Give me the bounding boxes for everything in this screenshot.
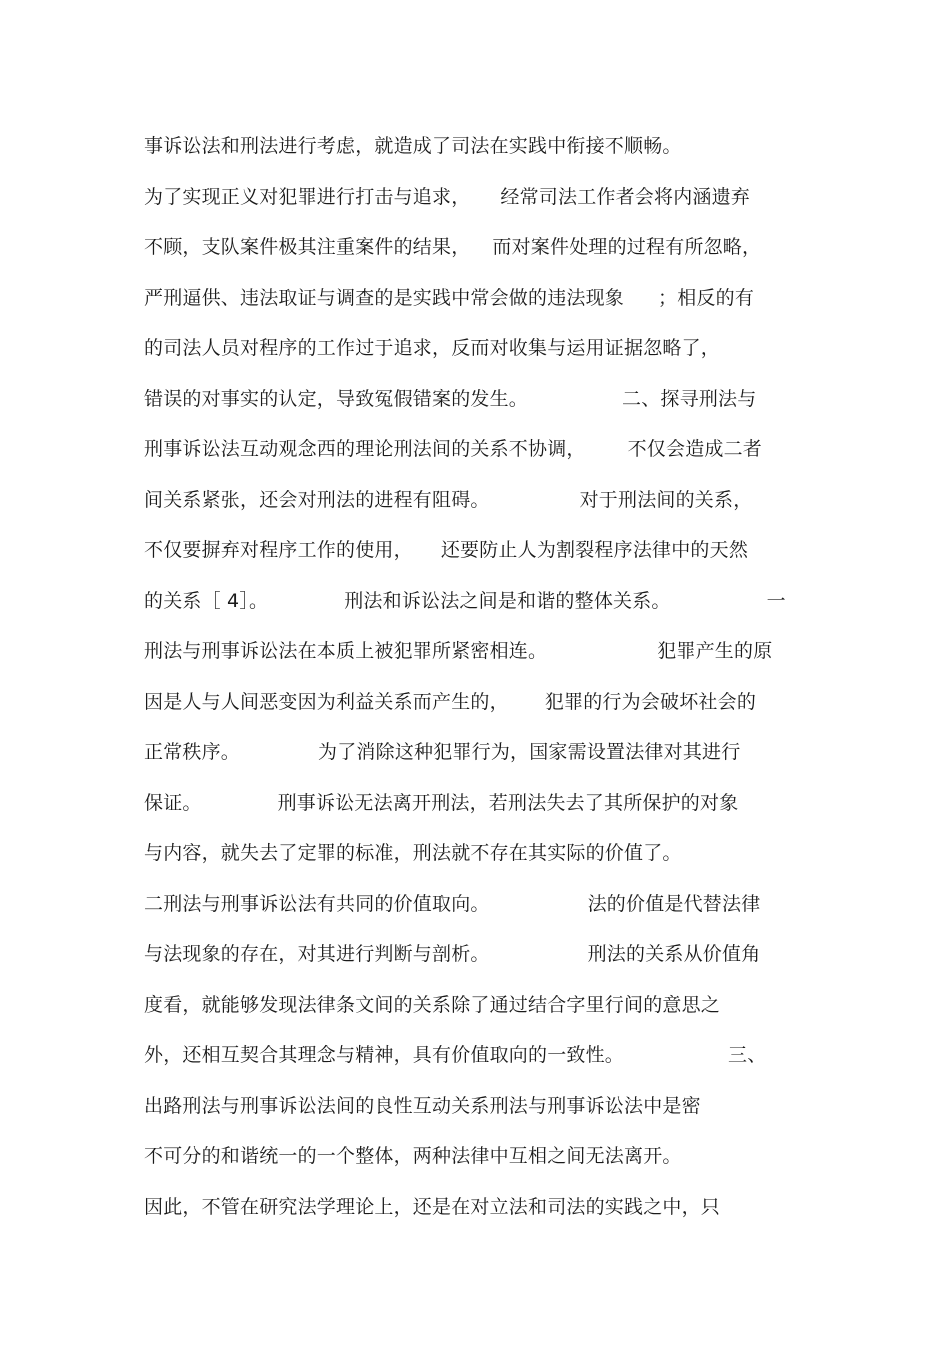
text-segment: 不可分的和谐统一的一个整体，两种法律中互相之间无法离开。 xyxy=(144,1145,682,1168)
text-line xyxy=(144,1081,824,1132)
text-segment: 二刑法与刑事诉讼法有共同的价值取向。 xyxy=(144,892,490,915)
text-segment: 的关系［ 4］。 xyxy=(144,589,269,612)
text-segment: 严刑逼供、违法取证与调查的是实践中常会做的违法现象 xyxy=(144,286,625,309)
text-line xyxy=(144,374,824,425)
text-line xyxy=(144,273,824,324)
text-segment: 错误的对事实的认定，导致冤假错案的发生。 xyxy=(144,387,529,410)
text-line xyxy=(144,121,824,172)
text-line xyxy=(144,929,824,980)
text-line xyxy=(144,1030,824,1081)
text-segment: 因此，不管在研究法学理论上，还是在对立法和司法的实践之中，只 xyxy=(144,1195,721,1218)
text-line xyxy=(144,424,824,475)
text-segment: 经常司法工作者会将内涵遗弃 xyxy=(500,185,751,208)
text-segment: 对于刑法间的关系， xyxy=(579,488,753,511)
text-segment: 间关系紧张，还会对刑法的进程有阻碍。 xyxy=(144,488,490,511)
text-line xyxy=(144,323,824,374)
body-text xyxy=(144,121,824,1232)
text-line xyxy=(144,879,824,930)
text-segment: 保证。 xyxy=(144,791,202,814)
text-segment: 刑法和诉讼法之间是和谐的整体关系。 xyxy=(344,589,671,612)
text-segment: 犯罪的行为会破坏社会的 xyxy=(544,690,757,713)
text-segment: 外，还相互契合其理念与精神，具有价值取向的一致性。 xyxy=(144,1044,625,1067)
text-line xyxy=(144,172,824,223)
text-segment: 一 xyxy=(766,589,786,612)
text-segment: 为了消除这种犯罪行为，国家需设置法律对其进行 xyxy=(318,741,741,764)
text-line xyxy=(144,576,824,627)
text-line xyxy=(144,1131,824,1182)
text-segment: 度看，就能够发现法律条文间的关系除了通过结合字里行间的意思之 xyxy=(144,993,721,1016)
text-line xyxy=(144,525,824,576)
text-segment: 不仅会造成二者 xyxy=(627,438,763,461)
text-segment: 出路刑法与刑事诉讼法间的良性互动关系刑法与刑事诉讼法中是密 xyxy=(144,1094,701,1117)
text-segment: 法的价值是代替法律 xyxy=(587,892,761,915)
text-segment: 因是人与人间恶变因为利益关系而产生的， xyxy=(144,690,509,713)
text-line xyxy=(144,1182,824,1233)
text-line xyxy=(144,626,824,677)
text-segment: 为了实现正义对犯罪进行打击与追求， xyxy=(144,185,471,208)
text-segment: 与法现象的存在，对其进行判断与剖析。 xyxy=(144,943,490,966)
text-segment: ；相反的有 xyxy=(658,286,755,309)
text-line xyxy=(144,222,824,273)
text-line xyxy=(144,677,824,728)
text-segment: 正常秩序。 xyxy=(144,741,241,764)
text-segment: 还要防止人为割裂程序法律中的天然 xyxy=(440,539,749,562)
text-segment: 刑事诉讼法互动观念西的理论刑法间的关系不协调， xyxy=(144,438,586,461)
text-line xyxy=(144,475,824,526)
text-line xyxy=(144,980,824,1031)
text-segment: 二、探寻刑法与 xyxy=(622,387,757,410)
text-segment: 犯罪产生的原 xyxy=(657,640,773,663)
text-segment: 三、 xyxy=(728,1044,767,1067)
text-segment: 而对案件处理的过程有所忽略， xyxy=(492,236,762,259)
text-segment: 刑法与刑事诉讼法在本质上被犯罪所紧密相连。 xyxy=(144,640,548,663)
text-segment: 刑法的关系从价值角 xyxy=(587,943,761,966)
text-line xyxy=(144,778,824,829)
text-segment: 不仅要摒弃对程序工作的使用， xyxy=(144,539,413,562)
text-segment: 刑事诉讼无法离开刑法，若刑法失去了其所保护的对象 xyxy=(277,791,739,814)
text-segment: 不顾，支队案件极其注重案件的结果， xyxy=(144,236,471,259)
text-segment: 的司法人员对程序的工作过于追求，反而对收集与运用证据忽略了， xyxy=(144,337,721,360)
text-segment: 与内容，就失去了定罪的标准，刑法就不存在其实际的价值了。 xyxy=(144,842,682,865)
text-line xyxy=(144,727,824,778)
text-line xyxy=(144,828,824,879)
text-segment: 事诉讼法和刑法进行考虑，就造成了司法在实践中衔接不顺畅。 xyxy=(144,135,682,158)
